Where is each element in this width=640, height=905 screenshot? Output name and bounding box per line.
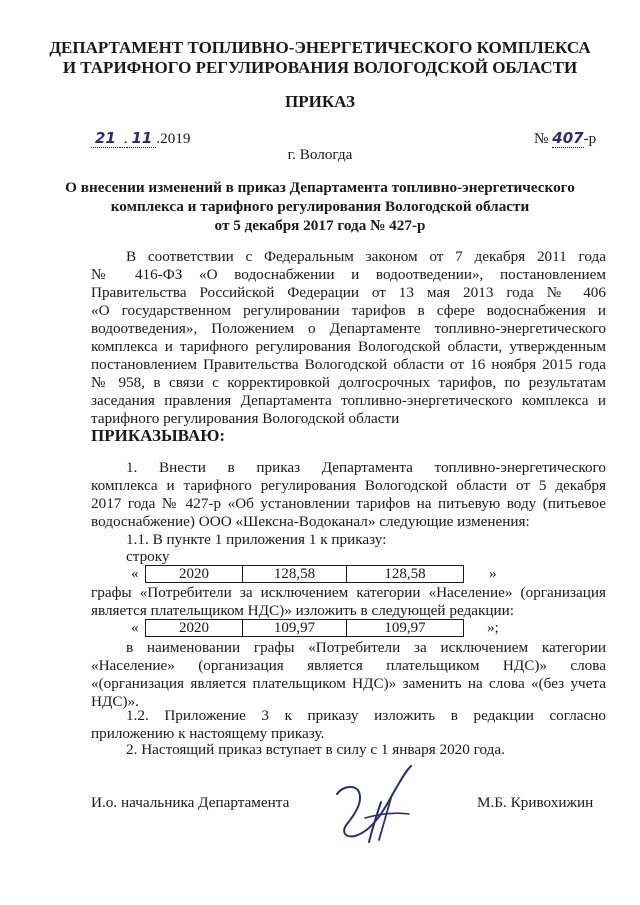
item1-line: 2017 года № 427-р «Об установлении тарифов на питьевую воду (питьевое: [91, 495, 606, 512]
date-day: 21: [91, 129, 120, 148]
replace-line: в наименовании графы «Потребители за исключением категории: [126, 639, 606, 656]
handwritten-signature: [325, 758, 435, 848]
preamble-line: Правительства Российской Федерации от 13 мая 2013 года № 406: [91, 284, 606, 301]
signatory-position: И.о. начальника Департамента: [91, 794, 290, 811]
subitem-1-2-line: 1.2. Приложение 3 к приказу изложить в редакции согласно: [126, 707, 606, 724]
new-row-value: 109,97: [243, 620, 347, 637]
open-quote: «: [131, 619, 139, 636]
preamble-line: тарифного регулирования Вологодской области: [91, 410, 400, 427]
old-row-value: 128,58: [243, 566, 347, 583]
item2: 2. Настоящий приказ вступает в силу с 1 января 2020 года.: [126, 741, 505, 758]
department-name-line1: ДЕПАРТАМЕНТ ТОПЛИВНО-ЭНЕРГЕТИЧЕСКОГО КОМПЛЕКСА: [49, 38, 591, 57]
close-quote: »: [489, 565, 497, 582]
department-name-line2: И ТАРИФНОГО РЕГУЛИРОВАНИЯ ВОЛОГОДСКОЙ ОБЛАСТИ: [62, 58, 578, 77]
new-row-value: 109,97: [347, 620, 464, 637]
title-line2: комплекса и тарифного регулирования Вологодской области: [110, 198, 530, 215]
date-month: 11: [127, 129, 156, 148]
preamble-line: водоотведения», Положением о Департаменте топливно-энергетического: [91, 320, 606, 337]
close-quote: »;: [487, 619, 499, 636]
preamble-line: В соответствии с Федеральным законом от 7 декабря 2011 года: [126, 248, 606, 265]
title-line3: от 5 декабря 2017 года № 427-р: [214, 217, 426, 234]
order-date: 21 . 11 .2019: [91, 129, 191, 149]
title-line1: О внесении изменений в приказ Департамента топливно-энергетического: [65, 179, 575, 196]
preamble-line: № 958, в связи с корректировкой долгосрочных тарифов, по результатам: [91, 374, 606, 391]
preamble-line: заседания правления Департамента топливно-энергетического комплекса и: [91, 392, 606, 409]
preamble-line: «О государственном регулировании тарифов в сфере водоснабжения и: [91, 302, 606, 319]
old-row-year: 2020: [146, 566, 243, 583]
mid-line: является плательщиком НДС)» изложить в следующей редакции:: [91, 602, 514, 619]
city: г. Вологда: [287, 146, 353, 163]
replace-line: «Население» (организация является плательщиком НДС)» слова: [91, 657, 606, 674]
old-row-value: 128,58: [347, 566, 464, 583]
number-value: 407: [552, 129, 584, 147]
number-suffix: -р: [583, 130, 597, 147]
preamble-line: комплекса и тарифного регулирования Вологодской области, утвержденным: [91, 338, 606, 355]
date-year: .2019: [156, 130, 191, 147]
subitem-1-1: 1.1. В пункте 1 приложения 1 к приказу:: [126, 531, 387, 548]
replace-line: «(организация является плательщиком НДС)» заменить на слова «(без учета: [91, 675, 606, 692]
item1-line: 1. Внести в приказ Департамента топливно-энергетического: [126, 459, 606, 476]
preamble-line: № 416-ФЗ «О водоснабжении и водоотведении», постановлением: [91, 266, 606, 283]
item1-line: водоснабжение) ООО «Шексна-Водоканал» следующие изменения:: [91, 513, 530, 530]
mid-line: графы «Потребители за исключением категории «Население» (организация: [91, 584, 606, 601]
row-word: строку: [126, 548, 170, 565]
preamble-line: постановлением Правительства Вологодской области от 16 ноября 2015 года: [91, 356, 606, 373]
replace-line: НДС)».: [91, 693, 139, 710]
order-word: ПРИКАЗЫВАЮ:: [91, 426, 226, 445]
new-tariff-row: [145, 619, 464, 637]
subitem-1-2-line: приложению к настоящему приказу.: [91, 725, 325, 742]
old-tariff-row: [145, 565, 464, 583]
item1-line: комплекса и тарифного регулирования Вологодской области от 5 декабря: [91, 477, 606, 494]
new-row-year: 2020: [146, 620, 243, 637]
document-type: ПРИКАЗ: [285, 92, 355, 111]
signatory-name: М.Б. Кривохижин: [477, 794, 594, 811]
open-quote: «: [131, 565, 139, 582]
number-prefix: №: [534, 130, 549, 147]
